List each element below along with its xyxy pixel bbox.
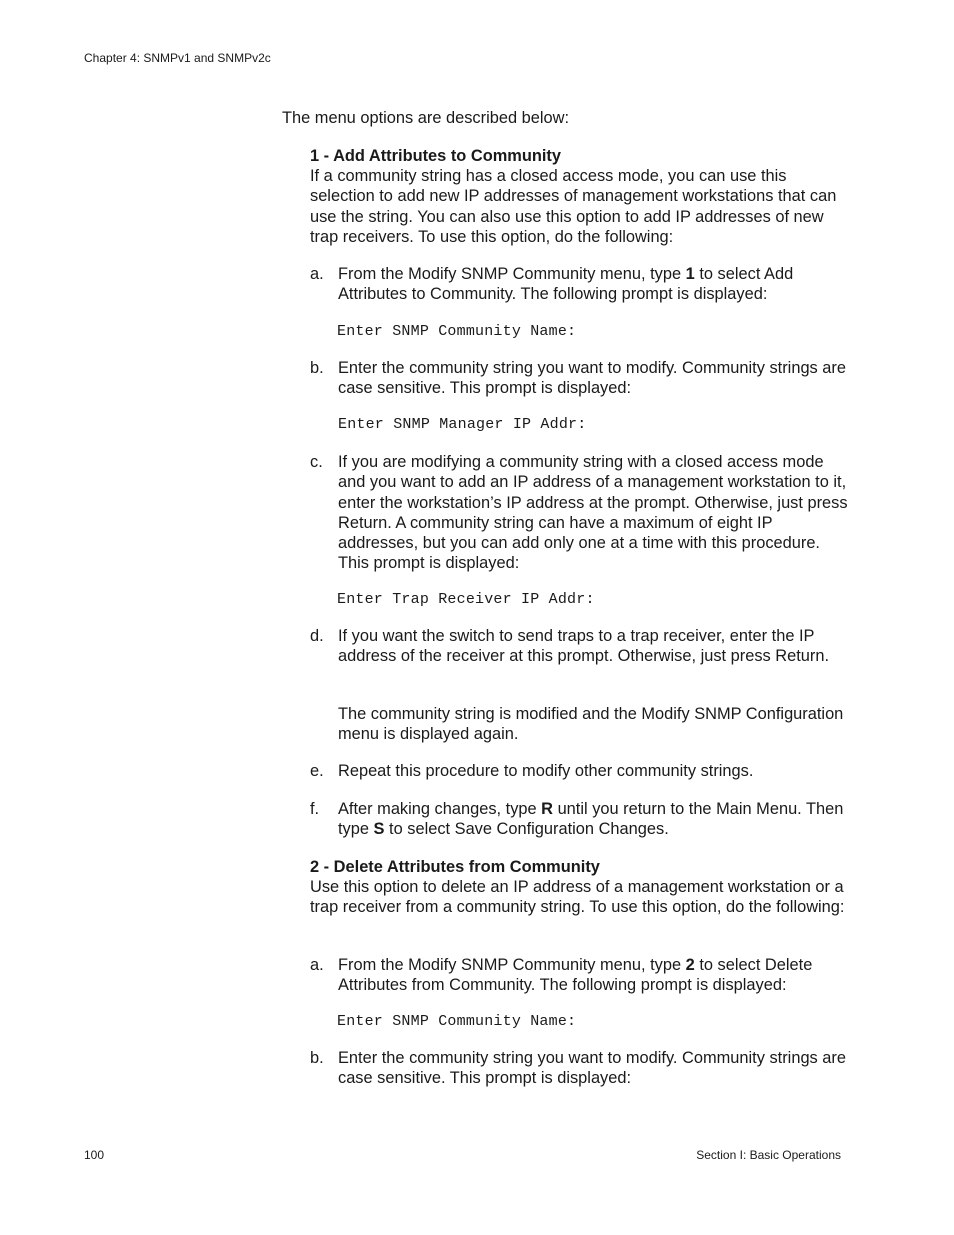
step-letter: c. (310, 453, 323, 471)
section-heading-delete-attributes: 2 - Delete Attributes from Community (310, 858, 600, 876)
step-d-note: The community string is modified and the Modify SNMP Configuration menu is displayed again. (338, 705, 844, 744)
key-1: 1 (685, 265, 695, 283)
section-paragraph-add-attributes: If a community string has a closed access mode, you can use this selection to add new IP addresses of management workstations that can use the string. You can also use this option to add IP addresses of new trap receivers. To use this option, do the following: (310, 167, 837, 246)
step-text: From the Modify SNMP Community menu, type 2 to select Delete Attributes from Community. The following prompt is displayed: (338, 956, 813, 995)
key-s: S (373, 820, 385, 839)
step-text: If you want the switch to send traps to a trap receiver, enter the IP address of the receiver at this prompt. Otherwise, just press Return. (338, 627, 830, 666)
page-number: 100 (84, 1148, 105, 1162)
step-text: Enter the community string you want to modify. Community strings are case sensitive. This prompt is displayed: (338, 359, 846, 398)
prompt-community-name: Enter SNMP Community Name: (337, 323, 577, 340)
step-letter: a. (310, 956, 324, 974)
running-footer-section: Section I: Basic Operations (696, 1148, 841, 1162)
step-letter: b. (310, 1049, 324, 1067)
step-letter: b. (310, 359, 324, 377)
step-letter: f. (310, 800, 320, 818)
section-paragraph-delete-attributes: Use this option to delete an IP address of a management workstation or a trap receiver from a community string. To use this option, do the following: (310, 878, 845, 917)
step-letter: a. (310, 265, 324, 283)
prompt-trap-receiver-ip: Enter Trap Receiver IP Addr: (337, 591, 595, 608)
running-header: Chapter 4: SNMPv1 and SNMPv2c (84, 51, 271, 65)
step-letter: e. (310, 762, 324, 780)
prompt-community-name-delete: Enter SNMP Community Name: (337, 1013, 577, 1030)
step-text: After making changes, type R until you return to the Main Menu. Then type S to select Save Configuration Changes. (338, 800, 844, 839)
intro-text: The menu options are described below: (282, 109, 570, 127)
section-heading-add-attributes: 1 - Add Attributes to Community (310, 147, 562, 165)
step-text: If you are modifying a community string with a closed access mode and you want to add an IP address of a management workstation to it, enter the workstation’s IP address at the prompt. Otherwise, just press Return. A community string can have a maximum of eight IP addresses, but you can add only one at a time with this procedure. This prompt is displayed: (338, 453, 848, 573)
step-letter: d. (310, 627, 324, 645)
key-2: 2 (685, 956, 695, 974)
step-text: Enter the community string you want to modify. Community strings are case sensitive. This prompt is displayed: (338, 1049, 846, 1088)
step-text: Repeat this procedure to modify other community strings. (338, 762, 754, 780)
prompt-manager-ip: Enter SNMP Manager IP Addr: (338, 416, 587, 433)
step-text: From the Modify SNMP Community menu, type 1 to select Add Attributes to Community. The following prompt is displayed: (338, 265, 794, 304)
key-r: R (541, 800, 554, 818)
